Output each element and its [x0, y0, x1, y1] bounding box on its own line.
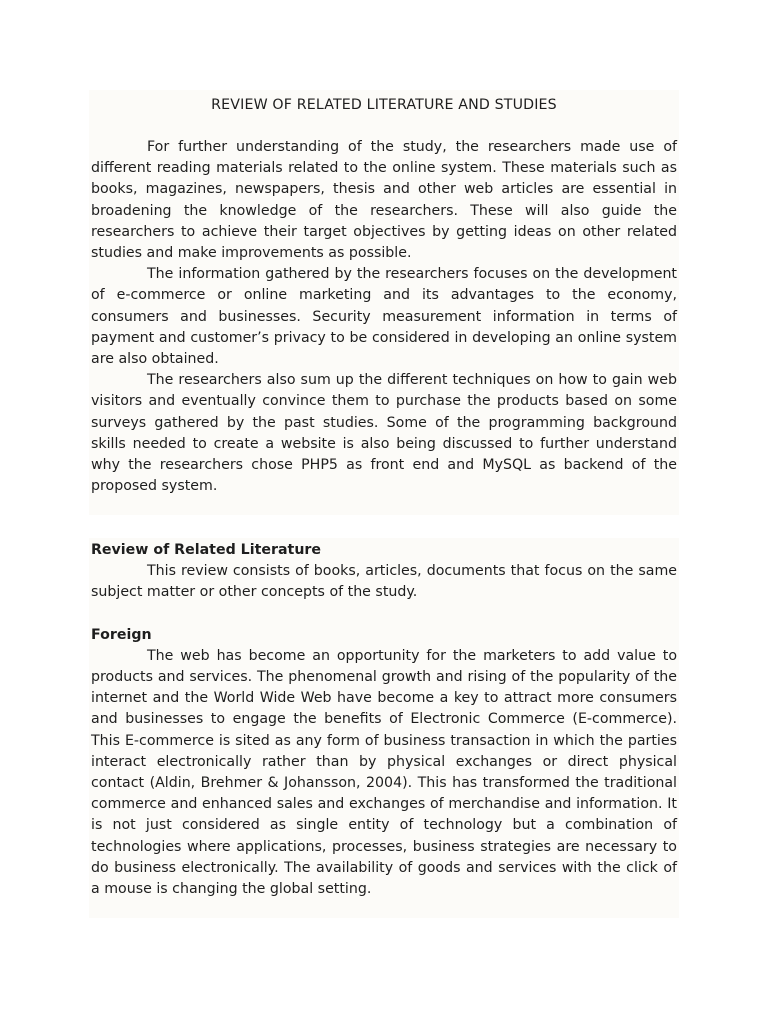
intro-paragraph-2: The information gathered by the researchers focuses on the development of e-commerce or online marketing and its advantages to the economy, consumers and businesses. Security measurement information in terms of payment and customer’s privacy to be considered in developing an online system are also obtained.	[91, 266, 677, 368]
section-spacer	[89, 604, 679, 625]
foreign-heading: Foreign	[91, 626, 152, 643]
document-title: REVIEW OF RELATED LITERATURE AND STUDIES	[211, 97, 557, 113]
review-content	[89, 540, 679, 900]
foreign-paragraph: The web has become an opportunity for the marketers to add value to products and services. The phenomenal growth and rising of the popularity of the internet and the World Wide Web have become a key to attract more consumers and businesses to engage the benefits of Electronic Commerce (E-commerce). This E-commerce is sited as any form of business transaction in which the parties interact electronically rather than by physical exchanges or direct physical contact (Aldin, Brehmer & Johansson, 2004). This has transformed the traditional commerce and enhanced sales and exchanges of merchandise and information. It is not just considered as single entity of technology but a combination of technologies where applications, processes, business strategies are necessary to do business electronically. The availability of goods and services with the click of a mouse is changing the global setting.	[91, 647, 677, 898]
review-section	[89, 538, 679, 918]
intro-paragraph-1: For further understanding of the study, the researchers made use of different reading materials related to the online system. These materials such as books, magazines, newspapers, thesis and other web articles are essential in broadening the knowledge of the researchers. These will also guide the researchers to achieve their target objectives by getting ideas on other related studies and make improvements as possible.	[91, 139, 677, 262]
intro-paragraph-3: The researchers also sum up the different techniques on how to gain web visitors and eventually convince them to purchase the products based on some surveys gathered by the past studies. Some of the programming background skills needed to create a website is also being discussed to further understand why the researchers chose PHP5 as front end and MySQL as backend of the proposed system.	[91, 372, 677, 495]
intro-section	[89, 90, 679, 515]
review-heading: Review of Related Literature	[91, 542, 322, 558]
review-paragraph: This review consists of books, articles, documents that focus on the same subject matter or other concepts of the study.	[91, 563, 677, 601]
intro-paragraphs	[89, 137, 679, 497]
